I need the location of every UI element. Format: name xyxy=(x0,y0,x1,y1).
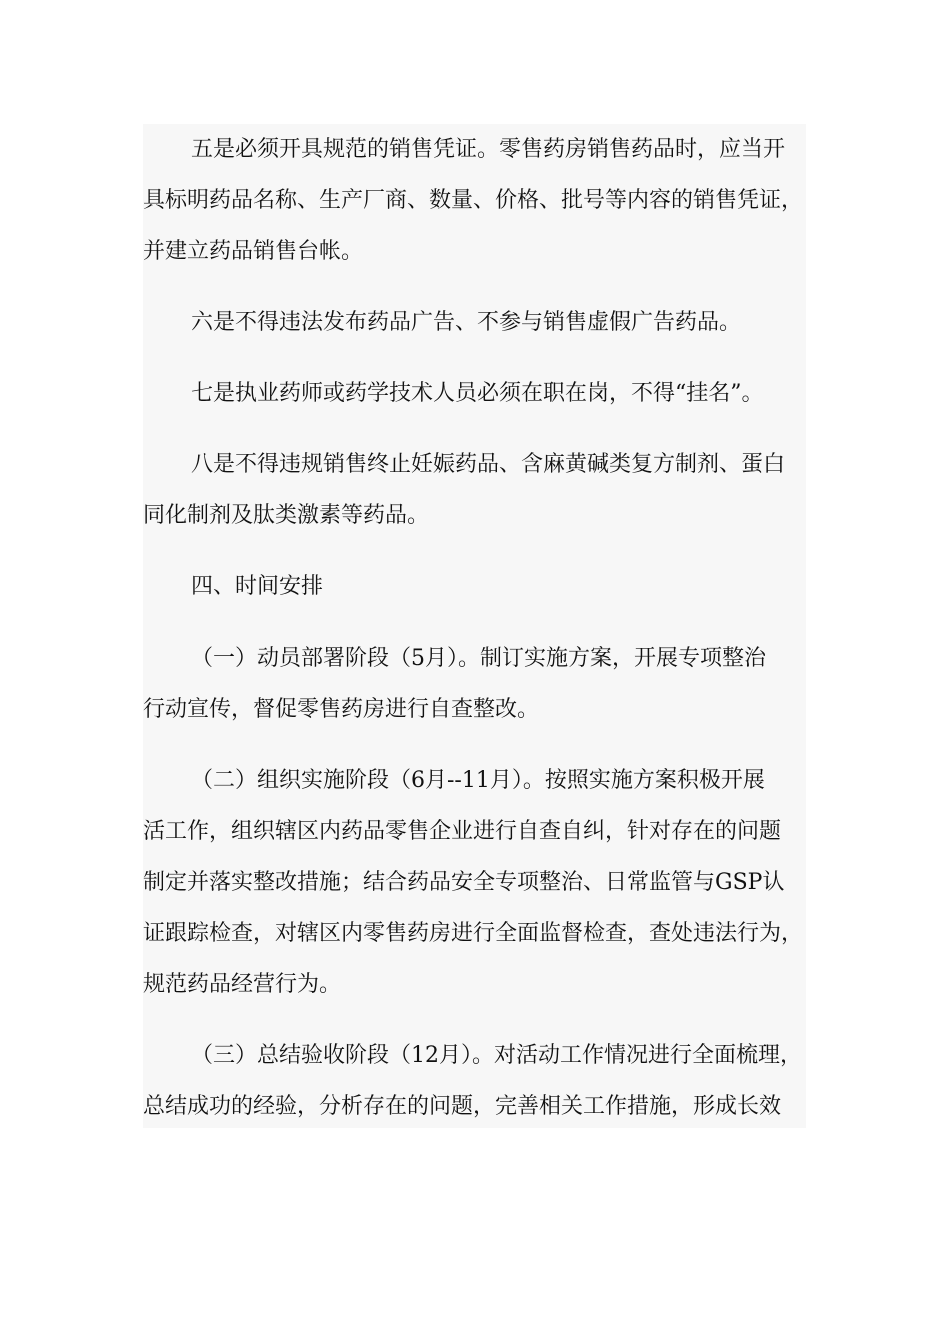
schedule-stage-2-line-5: 规范药品经营行为。 xyxy=(143,972,342,997)
schedule-stage-3-line-1: （三）总结验收阶段（12月）。对活动工作情况进行全面梳理， xyxy=(191,1043,802,1068)
paragraph-8-line-2: 同化制剂及肽类激素等药品。 xyxy=(143,503,430,528)
schedule-stage-2-line-4: 证跟踪检查，对辖区内零售药房进行全面监督检查，查处违法行为， xyxy=(143,921,804,946)
schedule-stage-2-line-3: 制定并落实整改措施；结合药品安全专项整治、日常监管与GSP认 xyxy=(143,870,785,895)
paragraph-7-line-1: 七是执业药师或药学技术人员必须在职在岗，不得“挂名”。 xyxy=(191,381,764,406)
schedule-stage-2-line-2: 活工作，组织辖区内药品零售企业进行自查自纠，针对存在的问题 xyxy=(143,819,782,844)
paragraph-5-line-3: 并建立药品销售台帐。 xyxy=(143,239,364,264)
schedule-stage-1-line-2: 行动宣传，督促零售药房进行自查整改。 xyxy=(143,697,540,722)
paragraph-5-line-1: 五是必须开具规范的销售凭证。零售药房销售药品时，应当开 xyxy=(191,137,786,162)
paragraph-8-line-1: 八是不得违规销售终止妊娠药品、含麻黄碱类复方制剂、蛋白 xyxy=(191,452,786,477)
paragraph-6-line-1: 六是不得违法发布药品广告、不参与销售虚假广告药品。 xyxy=(191,310,742,335)
schedule-stage-2-line-1: （二）组织实施阶段（6月--11月）。按照实施方案积极开展 xyxy=(191,768,765,793)
paragraph-5-line-2: 具标明药品名称、生产厂商、数量、价格、批号等内容的销售凭证， xyxy=(143,188,804,213)
schedule-stage-1-line-1: （一）动员部署阶段（5月）。制订实施方案，开展专项整治 xyxy=(191,646,766,671)
section-heading-time-schedule: 四、时间安排 xyxy=(191,574,324,599)
schedule-stage-3-line-2: 总结成功的经验，分析存在的问题，完善相关工作措施，形成长效 xyxy=(143,1094,782,1119)
